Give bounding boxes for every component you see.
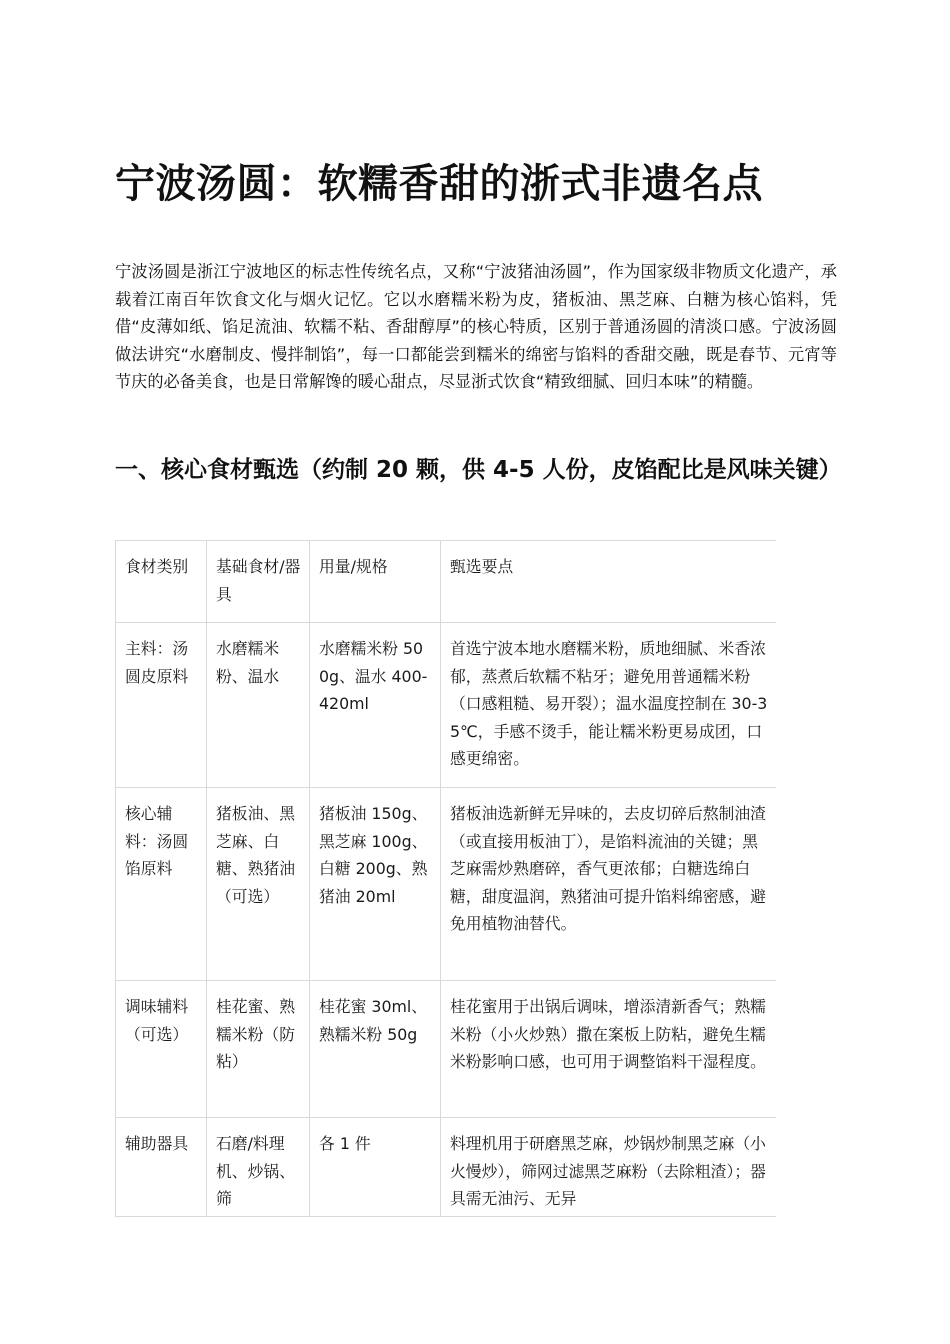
page-title: 宁波汤圆：软糯香甜的浙式非遗名点 bbox=[115, 161, 763, 207]
amount-cell: 桂花蜜 30ml、熟糯米粉 50g bbox=[310, 981, 441, 1118]
notes-cell: 猪板油选新鲜无异味的，去皮切碎后熬制油渣（或直接用板油丁），是馅料流油的关键；黑芝麻需炒熟磨碎，香气更浓郁；白糖选绵白糖，甜度温润，熟猪油可提升馅料绵密感，避免用植物油替代。 bbox=[441, 788, 777, 981]
items-cell: 桂花蜜、熟糯米粉（防粘） bbox=[207, 981, 310, 1118]
category-cell: 调味辅料（可选） bbox=[116, 981, 207, 1118]
table-header-row bbox=[116, 541, 777, 623]
category-cell: 主料：汤圆皮原料 bbox=[116, 623, 207, 788]
section-heading-ingredients: 一、核心食材甄选（约制 20 颗，供 4-5 人份，皮馅配比是风味关键） bbox=[115, 457, 842, 483]
category-cell: 辅助器具 bbox=[116, 1118, 207, 1218]
amount-cell: 各 1 件 bbox=[310, 1118, 441, 1218]
table-header-cell: 用量/规格 bbox=[310, 541, 441, 623]
intro-paragraph: 宁波汤圆是浙江宁波地区的标志性传统名点，又称“宁波猪油汤圆”，作为国家级非物质文化遗产，承载着江南百年饮食文化与烟火记忆。它以水磨糯米粉为皮，猪板油、黑芝麻、白糖为核心馅料，凭借“皮薄如纸、馅足流油、软糯不粘、香甜醇厚”的核心特质，区别于普通汤圆的清淡口感。宁波汤圆做法讲究“水磨制皮、慢拌制馅”，每一口都能尝到糯米的绵密与馅料的香甜交融，既是春节、元宵等节庆的必备美食，也是日常解馋的暖心甜点，尽显浙式饮食“精致细腻、回归本味”的精髓。 bbox=[115, 262, 837, 391]
amount-cell: 水磨糯米粉 500g、温水 400-420ml bbox=[310, 623, 441, 788]
notes-cell: 料理机用于研磨黑芝麻，炒锅炒制黑芝麻（小火慢炒），筛网过滤黑芝麻粉（去除粗渣）；器具需无油污、无异 bbox=[441, 1118, 777, 1218]
table-row bbox=[116, 623, 777, 788]
items-cell: 水磨糯米粉、温水 bbox=[207, 623, 310, 788]
notes-cell: 首选宁波本地水磨糯米粉，质地细腻、米香浓郁，蒸煮后软糯不粘牙；避免用普通糯米粉（口感粗糙、易开裂）；温水温度控制在 30-35℃，手感不烫手，能让糯米粉更易成团，口感更绵密。 bbox=[441, 623, 777, 788]
table-row bbox=[116, 788, 777, 981]
ingredients-table-container bbox=[115, 540, 776, 1217]
notes-cell: 桂花蜜用于出锅后调味，增添清新香气；熟糯米粉（小火炒熟）撒在案板上防粘，避免生糯米粉影响口感，也可用于调整馅料干湿程度。 bbox=[441, 981, 777, 1118]
table-row bbox=[116, 981, 777, 1118]
items-cell: 石磨/料理机、炒锅、筛 bbox=[207, 1118, 310, 1218]
table-row bbox=[116, 1118, 777, 1218]
items-cell: 猪板油、黑芝麻、白糖、熟猪油（可选） bbox=[207, 788, 310, 981]
category-cell: 核心辅料：汤圆馅原料 bbox=[116, 788, 207, 981]
table-header-cell: 食材类别 bbox=[116, 541, 207, 623]
ingredients-table bbox=[115, 540, 776, 1217]
table-header-cell: 甄选要点 bbox=[441, 541, 777, 623]
table-header-cell: 基础食材/器具 bbox=[207, 541, 310, 623]
amount-cell: 猪板油 150g、黑芝麻 100g、白糖 200g、熟猪油 20ml bbox=[310, 788, 441, 981]
